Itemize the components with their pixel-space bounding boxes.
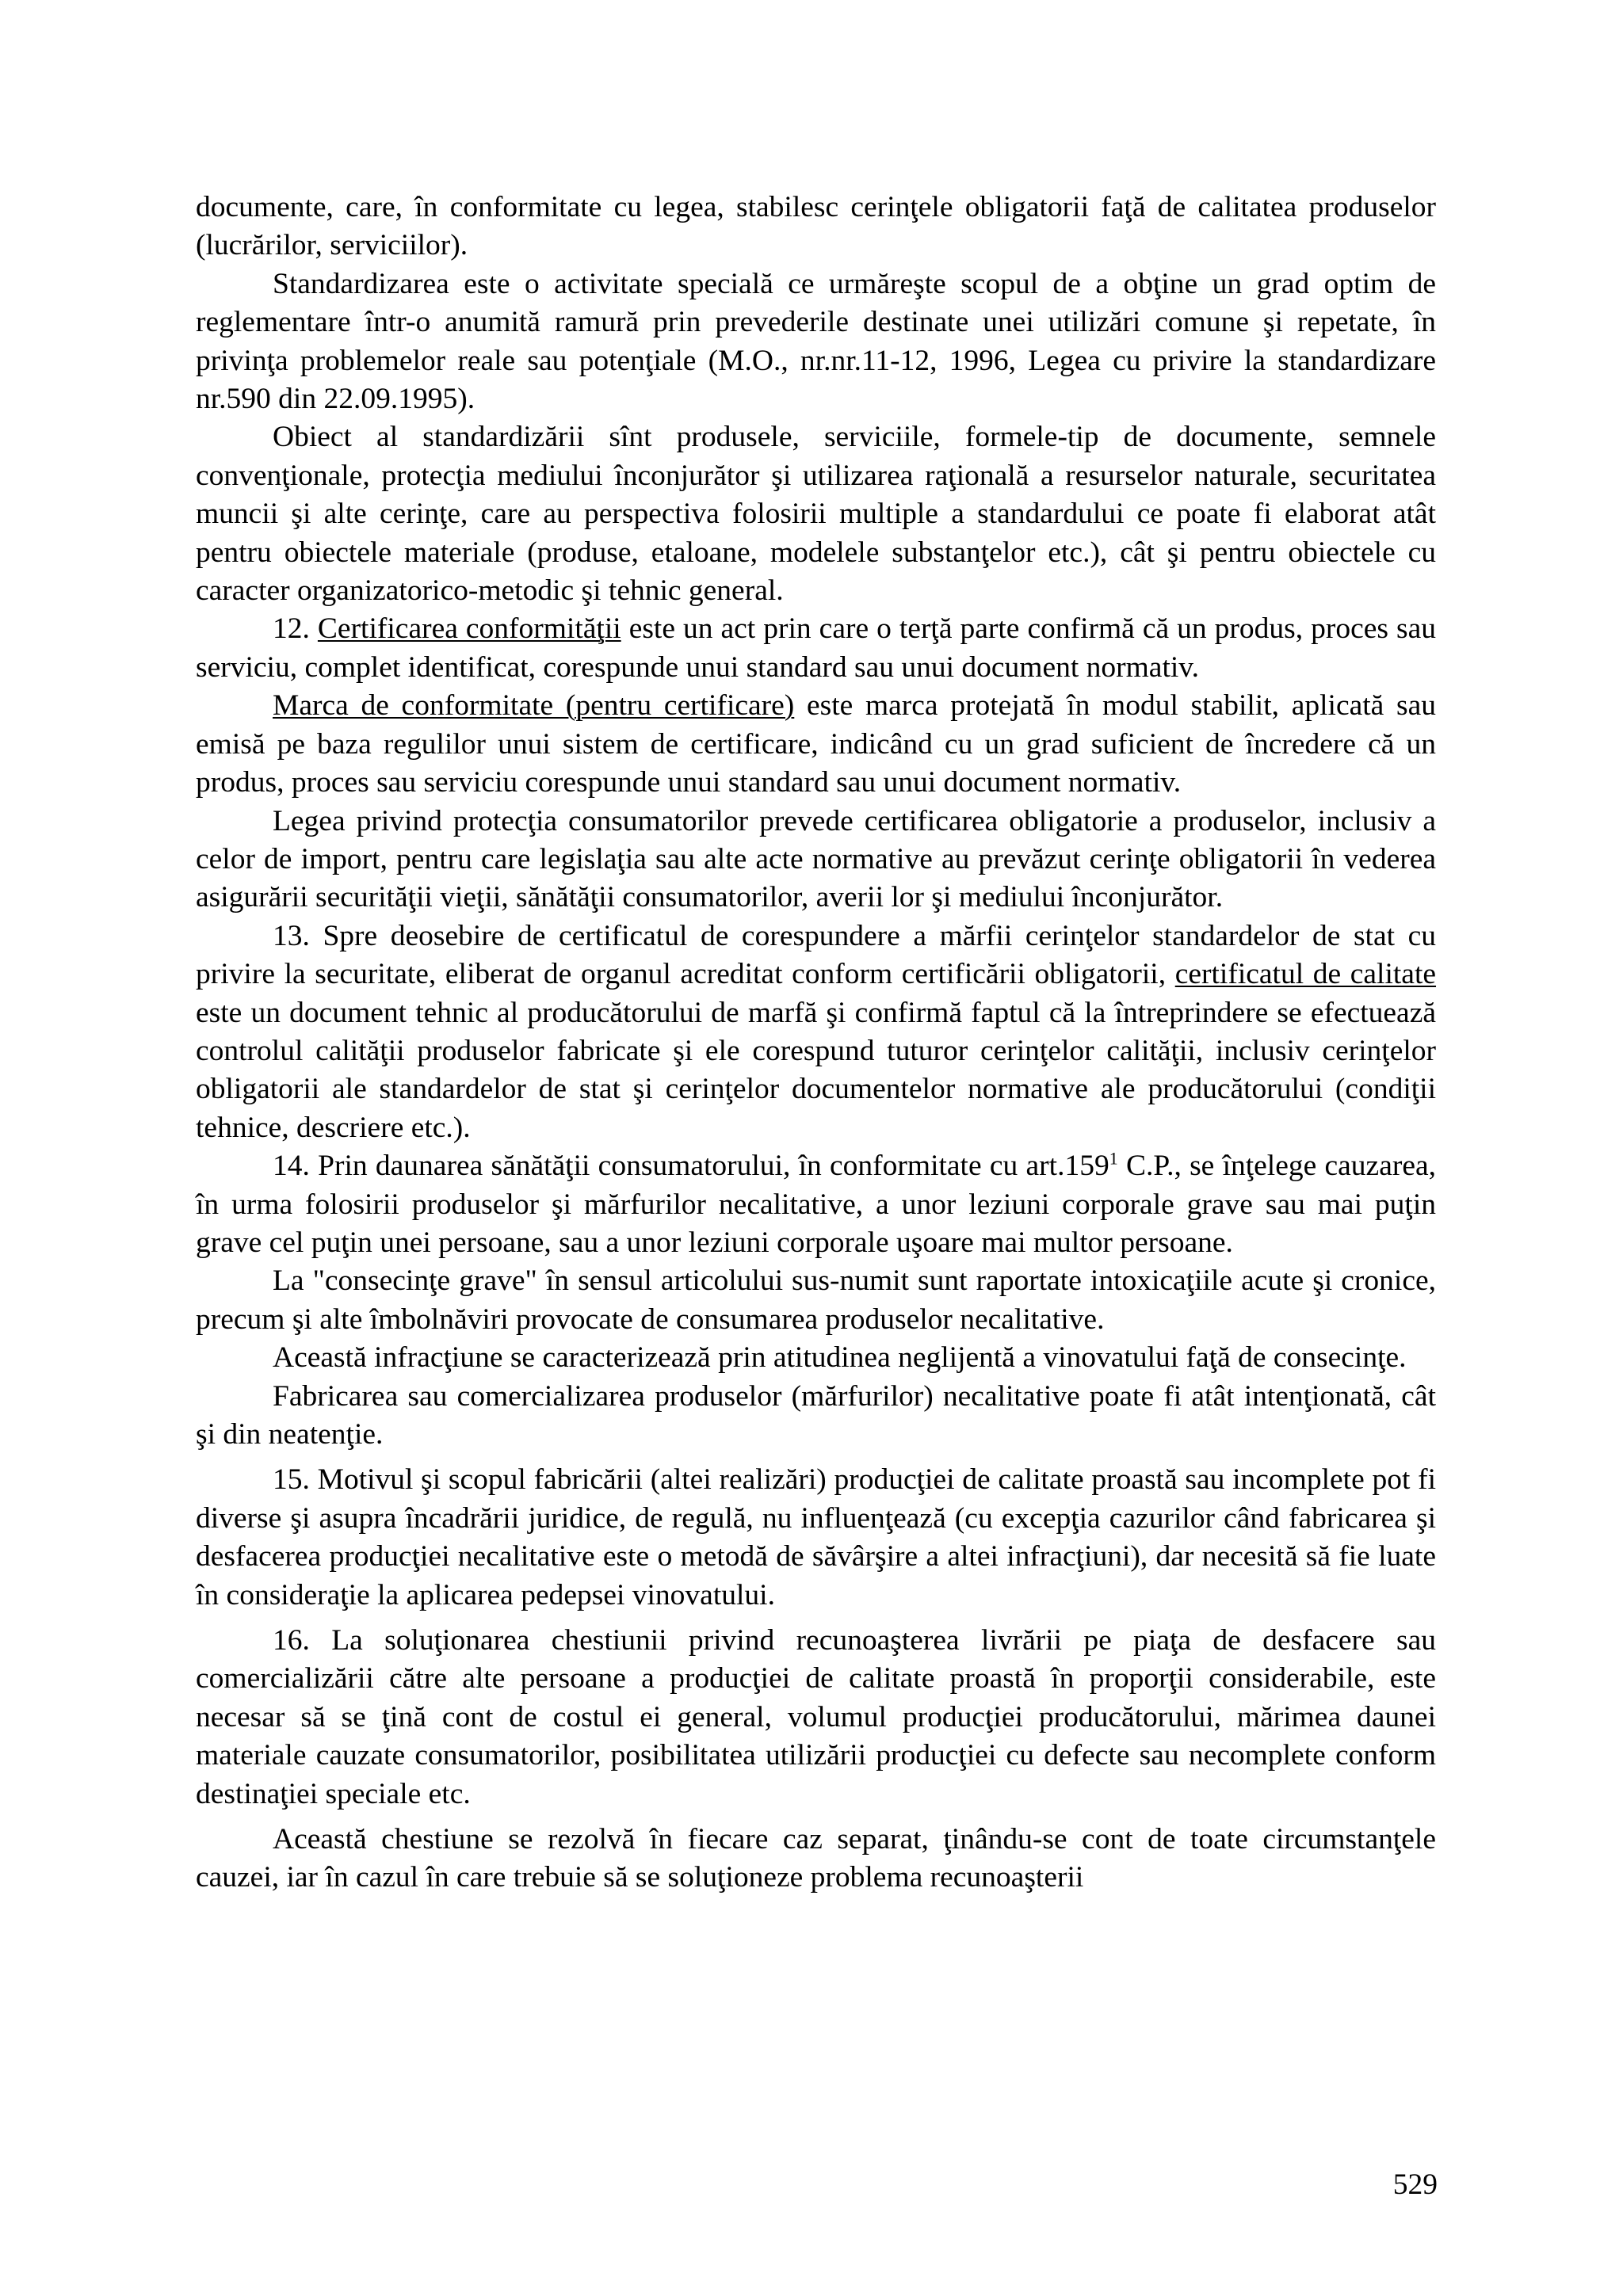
item-number-12: 12. — [273, 612, 310, 646]
paragraph-negligence: Această infracţiune se caracterizează prin atitudinea neglijentă a vinovatului faţă de consecinţe. — [273, 1341, 1407, 1375]
paragraph-grave-consequences: La "consecinţe grave" în sensul articolului sus-numit sunt raportate intoxicaţiile acute şi cronice, precum şi alte îmbolnăviri provocate de consumarea produselor necalitative. — [196, 1264, 1436, 1336]
paragraph-text: 13. Spre deosebire de certificatul de corespundere a mărfii cerinţelor standardelor de stat cu privire la securitate, eliberat de organul acreditat conform certificării obligatorii, — [196, 919, 1436, 991]
paragraph-text: 14. Prin daunarea sănătăţii consumatorului, în conformitate cu art.159 — [273, 1150, 1109, 1183]
paragraph-1: documente, care, în conformitate cu legea, stabilesc cerinţele obligatorii faţă de calitatea produselor (lucrărilor, serviciilor). — [196, 191, 1436, 262]
paragraph-consumer-protection-law: Legea privind protecţia consumatorilor prevede certificarea obligatorie a produselor, inclusiv a celor de import, pentru care legislaţia sau alte acte normative au prevăzut cerinţe obligatorii în vederea asigurării securităţii vieţii, sănătăţii consumatorilor, averii lor şi mediului înconjurător. — [196, 804, 1436, 914]
term-certificatul-de-calitate: certificatul de calitate — [1174, 958, 1437, 991]
page-number: 529 — [1392, 2168, 1438, 2201]
document-body — [196, 189, 1436, 1897]
paragraph-text: este un document tehnic al producătorului de marfă şi confirmă faptul că la întreprindere se efectuează controlul calităţii produselor fabricate şi ele corespund tuturor cerinţelor calităţii, inclusiv cerinţelor obligatorii ale standardelor de stat şi cerinţelor documentelor normative ale producătorului (condiţii tehnice, descriere etc.). — [196, 996, 1436, 1144]
term-certificarea-conformitatii: Certificarea conformităţii — [317, 612, 621, 646]
paragraph-conformity-mark — [196, 687, 1436, 802]
paragraph-intent: Fabricarea sau comercializarea produselor (mărfurilor) necalitative poate fi atât intenţionată, cât şi din neatenţie. — [196, 1379, 1436, 1451]
paragraph-case-by-case: Această chestiune se rezolvă în fiecare caz separat, ţinându-se cont de toate circumstanţele cauzei, iar în cazul în care trebuie să se soluţioneze problema recunoaşterii — [196, 1823, 1436, 1894]
paragraph-certification-conformity — [196, 610, 1436, 687]
paragraph-motive-purpose: 15. Motivul şi scopul fabricării (altei realizări) producţiei de calitate proastă sau incomplete pot fi diverse şi asupra încadrării juridice, de regulă, nu influenţează (cu excepţia cazurilor când fabricarea şi desfacerea producţiei necalitative este o metodă de săvârşire a altei infracţiuni), dar necesită să fie luate în consideraţie la aplicarea pedepsei vinovatului. — [196, 1463, 1436, 1611]
paragraph-considerable-proportions: 16. La soluţionarea chestiunii privind recunoaşterea livrării pe piaţa de desfacere sau comercializării către alte persoane a producţiei de calitate proastă în proporţii considerabile, este necesar să se ţină cont de costul ei general, volumul producţiei producătorului, mărimea daunei materiale cauzate consumatorilor, posibilitatea utilizării producţiei cu defecte sau necomplete conform destinaţiei speciale etc. — [196, 1624, 1436, 1810]
paragraph-health-damage — [196, 1147, 1436, 1262]
paragraph-text: este marca protejată în modul stabilit, aplicată sau emisă pe baza regulilor unui sistem de certificare, indicând cu un grad suficient de încredere că un produs, proces sau serviciu corespunde unui standard sau unui document normativ. — [196, 689, 1436, 799]
paragraph-standardization-object: Obiect al standardizării sînt produsele, serviciile, formele-tip de documente, semnele convenţionale, protecţia mediului înconjurător şi utilizarea raţională a resurselor naturale, securitatea muncii şi alte cerinţe, care au perspectiva folosirii multiple a standardului ce poate fi elaborat atât pentru obiectele materiale (produse, etaloane, modelele substanţelor etc.), cât şi pentru obiectele cu caracter organizatorico-metodic şi tehnic general. — [196, 421, 1436, 608]
article-superscript: 1 — [1109, 1148, 1118, 1169]
paragraph-quality-certificate — [196, 917, 1436, 1147]
paragraph-text: C.P., se înţelege cauzarea, în urma folosirii produselor şi mărfurilor necalitative, a unor leziuni corporale grave sau mai puţin grave cel puţin unei persoane, sau a unor leziuni corporale uşoare mai multor persoane. — [196, 1150, 1436, 1259]
paragraph-standardization-definition: Standardizarea este o activitate specială ce urmăreşte scopul de a obţine un grad optim de reglementare într-o anumită ramură prin prevederile destinate unei utilizări comune şi repetate, în privinţa problemelor reale sau potenţiale (M.O., nr.nr.11-12, 1996, Legea cu privire la standardizare nr.590 din 22.09.1995). — [196, 267, 1436, 416]
term-marca-de-conformitate: Marca de conformitate (pentru certificare) — [273, 689, 795, 723]
paragraph-text: este un act prin care o terţă parte confirmă că un produs, proces sau serviciu, complet identificat, corespunde unui standard sau unui document normativ. — [196, 612, 1437, 684]
